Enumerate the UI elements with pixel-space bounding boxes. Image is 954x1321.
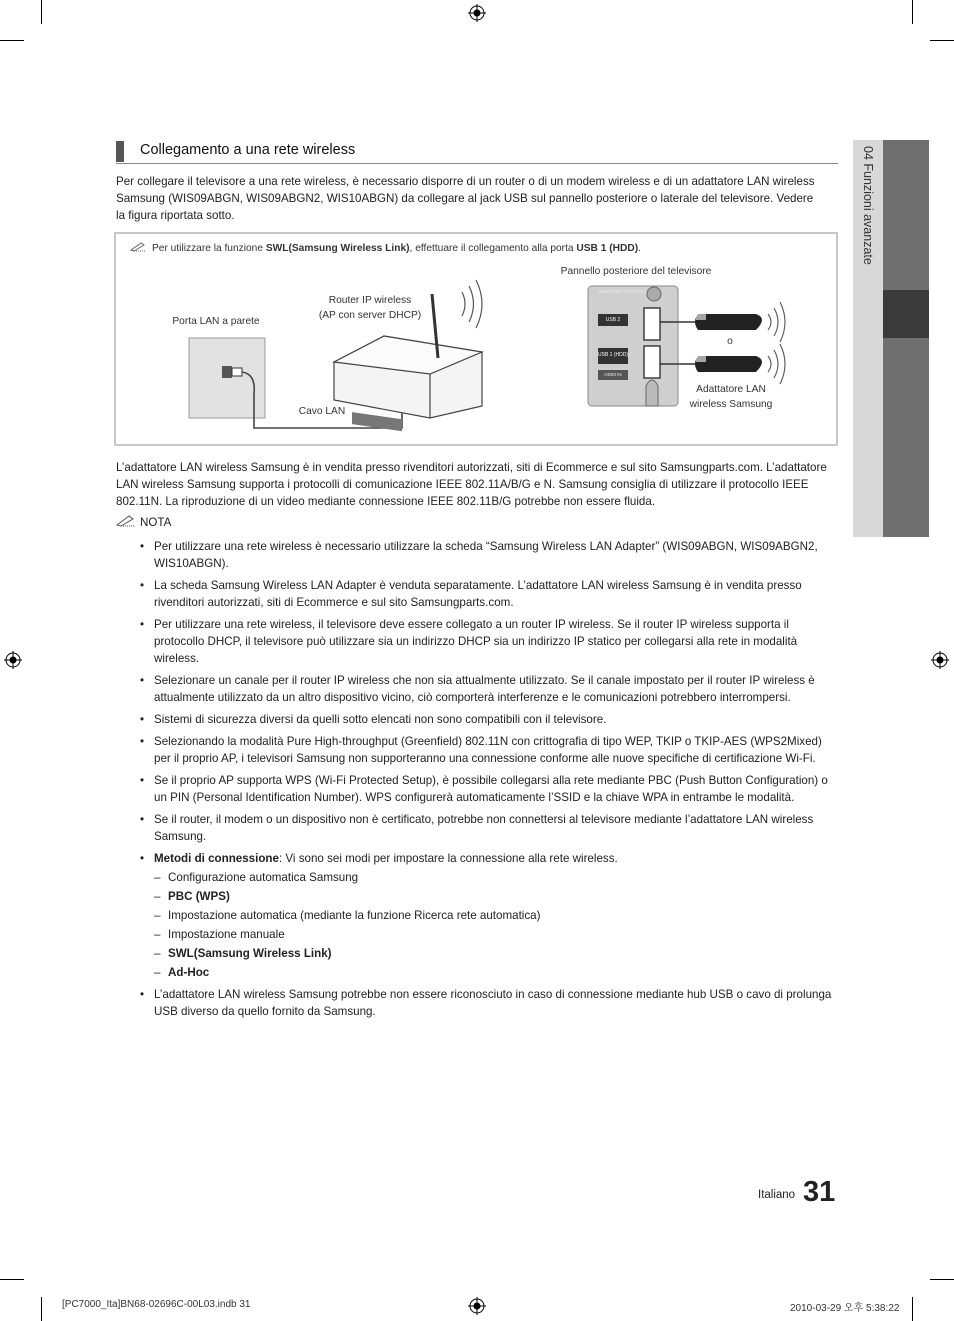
chapter-label: 04 Funzioni avanzate [861,146,875,265]
wifi-signal-icon [768,356,771,372]
list-item: • Selezionare un canale per il router IP wireless che non sia attualmente utilizzato. Se il canale impostato per il router IP wireless è attualmente utilizzato da un altro dispositivo vicino, ciò comporterà interferenze e le comunicazioni potrebbero interrompersi. [140,674,815,704]
crop-mark [0,1279,24,1280]
sub-item: – PBC (WPS) [154,890,230,903]
port-label-audio: AUDIO OUT (OPTICAL) [598,289,647,294]
list-item: • Se il router, il modem o un dispositivo non è certificato, potrebbe non connettersi al televisore mediante l’adattatore LAN wireless Samsung. [140,813,814,843]
intro-paragraph: Per collegare il televisore a una rete wireless, è necessario disporre di un router o di un modem wireless e di un adattatore LAN wireless Samsung (WIS09ABGN, WIS09ABGN2, WIS10ABGN) da collegare al jack USB sul pannello posteriore o laterale del televisore. Vedere la figura riportata sotto. [116,175,815,222]
active-chapter-tab [883,290,929,338]
usb1-port [644,346,660,378]
pencil-note-icon [116,515,136,527]
body-paragraph: L’adattatore LAN wireless Samsung è in vendita presso rivenditori autorizzati, siti di Ecommerce e sul sito Samsungparts.com. L’adattatore LAN wireless Samsung supporta i protocolli di comunicazione IEEE 802.11A/B/G e N. Samsung consiglia di utilizzare il protocollo IEEE 802.11N. La riproduzione di un video mediante connessione IEEE 802.11B/G potrebbe non essere fluida. [116,461,827,508]
notes-list [140,538,840,1025]
sub-item: – Configurazione automatica Samsung [154,871,359,884]
port-label-usb2: USB 2 [605,317,621,323]
router-label-line2: (AP con server DHCP) [318,310,422,321]
cable-label: Cavo LAN [298,406,346,417]
wifi-signal-icon [768,314,771,330]
usb2-port [644,308,660,340]
crop-mark [41,1297,42,1321]
sub-item: – Impostazione automatica (mediante la funzione Ricerca rete automatica) [154,909,541,922]
wall-port-label: Porta LAN a parete [172,316,260,327]
registration-mark-icon [931,651,949,669]
nota-heading: NOTA [116,515,171,529]
footer-timestamp: 2010-03-29 오후 5:38:22 [790,1303,900,1314]
list-item: • Selezionando la modalità Pure High-throughput (Greenfield) 802.11N con crittografia di tipo WEP, TKIP o TKIP-AES (WPS2Mixed) per il proprio AP, i televisori Samsung non supporteranno una connessione conforme alle nuove specifiche di certificazione Wi-Fi. [140,735,822,765]
crop-mark [0,40,24,41]
section-heading [116,141,838,164]
wifi-signal-icon [462,292,465,316]
page-number: 31 [803,1176,836,1208]
or-label: o [727,336,733,347]
methods-sublist [154,869,840,981]
crop-mark [912,0,913,24]
section-title: Collegamento a una rete wireless [140,142,356,158]
chapter-tab-sidebar [853,140,929,537]
tv-panel-label: Pannello posteriore del televisore [560,266,712,277]
port-label-usb1: USB 1 (HDD) [598,352,629,358]
port-label-hdmi: HDMI IN [604,372,622,377]
list-item: • L’adattatore LAN wireless Samsung potrebbe non essere riconosciuto in caso di connessione mediante hub USB o cavo di prolunga USB diverso da quello fornito da Samsung. [140,988,832,1018]
list-item: • Se il proprio AP supporta WPS (Wi-Fi Protected Setup), è possibile collegarsi alla rete mediante PBC (Push Button Configuration) o un PIN (Personal Identification Number). WPS configurerà automaticamente l’SSID e la chiave WPA in entrambe le modalità. [140,774,828,804]
sub-item: – Impostazione manuale [154,928,285,941]
crop-mark [930,40,954,41]
footer-file-info: [PC7000_Ita]BN68-02696C-00L03.indb 31 [62,1299,251,1310]
list-item: • Per utilizzare una rete wireless è necessario utilizzare la scheda “Samsung Wireless LAN Adapter” (WIS09ABGN, WIS09ABGN2, WIS10ABGN). [140,540,818,570]
connection-diagram [114,232,838,446]
list-item: • Sistemi di sicurezza diversi da quelli sotto elencati non sono compatibili con il televisore. [140,713,607,726]
list-item-methods: • Metodi di connessione: Vi sono sei modi per impostare la connessione alla rete wireless. – Configurazione automatica Samsung – PBC (WPS) – Impostazione automatica (mediante la funzione Ricerca rete automatica) – Impostazione manuale – SWL(Samsung Wireless Link) – Ad-Hoc [140,850,840,981]
registration-mark-icon [468,4,486,22]
diagram-note: Per utilizzare la funzione SWL(Samsung Wireless Link), effettuare il collegamento alla porta USB 1 (HDD). [130,242,641,254]
lan-plug-icon [232,368,242,376]
crop-mark [930,1279,954,1280]
heading-bar [116,141,124,162]
registration-mark-icon [468,1297,486,1315]
crop-mark [912,1297,913,1321]
adapter-label-line2: wireless Samsung [689,399,773,410]
sub-item: – Ad-Hoc [154,966,210,979]
page-language: Italiano [758,1189,796,1201]
sub-item: – SWL(Samsung Wireless Link) [154,947,332,960]
list-item: • La scheda Samsung Wireless LAN Adapter è venduta separatamente. L’adattatore LAN wireless Samsung è in vendita presso rivenditori autorizzati, siti di Ecommerce e sul sito Samsungparts.com. [140,579,802,609]
crop-mark [41,0,42,24]
wall-lan-jack [222,366,232,378]
tv-rear-panel [588,286,678,406]
registration-mark-icon [4,651,22,669]
list-item: • Per utilizzare una rete wireless, il televisore deve essere collegato a un router IP wireless. Se il router IP wireless supporta il protocollo DHCP, il televisore può utilizzare sia un indirizzo DHCP sia un indirizzo IP statico per collegarsi alla rete in modalità wireless. [140,618,798,665]
router-label-line1: Router IP wireless [328,295,412,306]
adapter-label-line1: Adattatore LAN [696,384,766,395]
